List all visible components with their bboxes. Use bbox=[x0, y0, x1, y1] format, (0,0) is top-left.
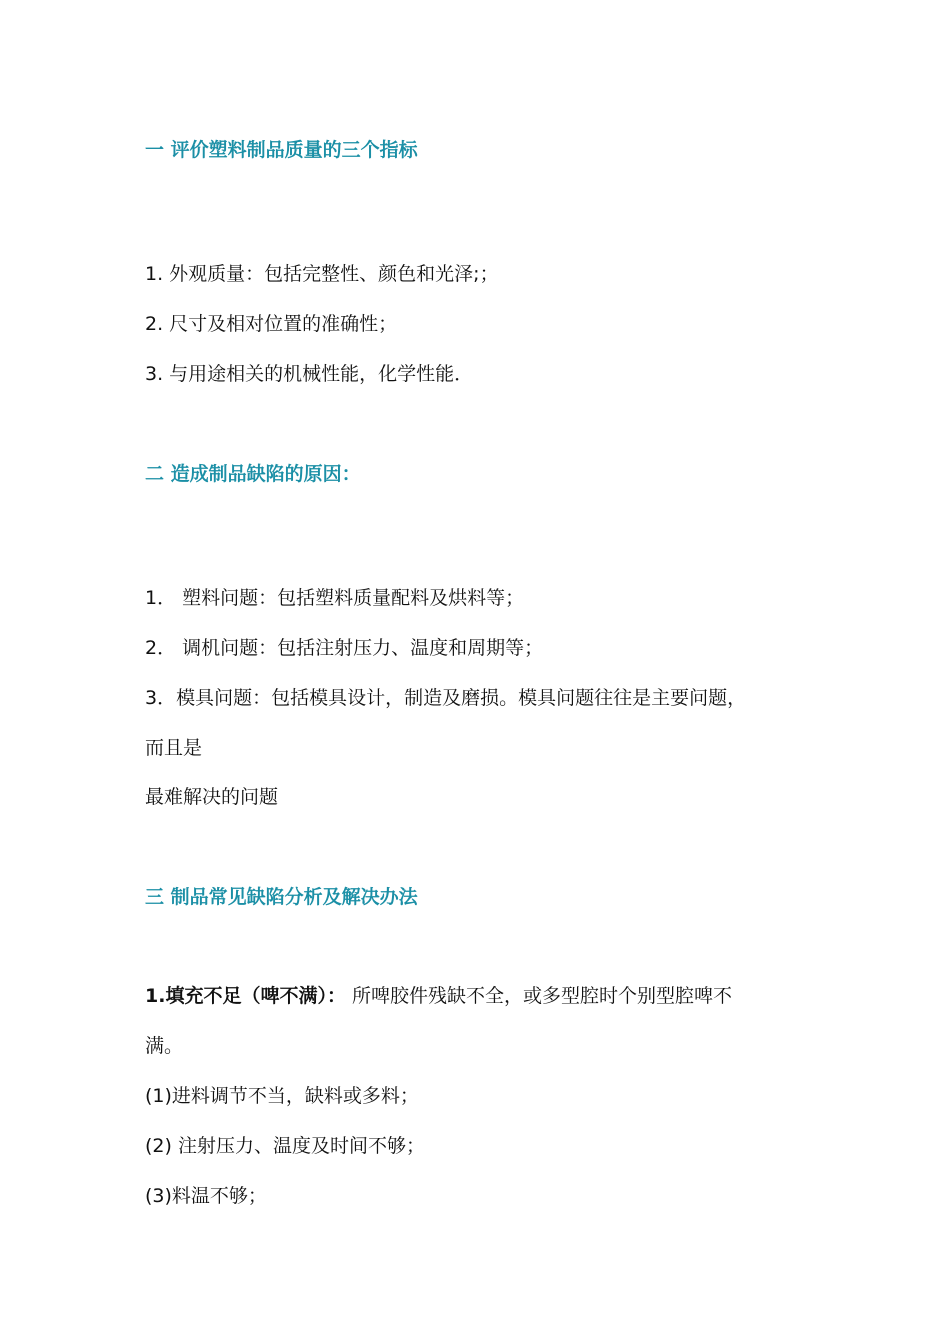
defect-1-cause-3: (3)料温不够； bbox=[145, 1185, 267, 1207]
section-2-item-3-cont-1: 而且是 bbox=[145, 737, 203, 759]
defect-1-cause-2: (2) 注射压力、温度及时间不够； bbox=[145, 1135, 425, 1157]
section-2-item-3: 3．模具问题：包括模具设计，制造及磨损。模具问题往往是主要问题， bbox=[145, 687, 747, 709]
section-2-item-1: 1． 塑料问题：包括塑料质量配料及烘料等； bbox=[145, 587, 525, 609]
defect-1-cause-1: (1)进料调节不当，缺料或多料； bbox=[145, 1085, 419, 1107]
section-2-item-2: 2． 调机问题：包括注射压力、温度和周期等； bbox=[145, 637, 544, 659]
section-2-heading: 二 造成制品缺陷的原因： bbox=[145, 463, 361, 485]
defect-1-description-cont: 满。 bbox=[145, 1035, 184, 1057]
section-1-item-2: 2. 尺寸及相对位置的准确性； bbox=[145, 313, 398, 335]
section-2-item-3-cont-2: 最难解决的问题 bbox=[145, 786, 279, 808]
section-1-item-1: 1. 外观质量：包括完整性、颜色和光泽;； bbox=[145, 263, 499, 285]
section-1-item-3: 3. 与用途相关的机械性能，化学性能． bbox=[145, 363, 474, 385]
section-1-heading: 一 评价塑料制品质量的三个指标 bbox=[145, 139, 418, 161]
section-3-heading: 三 制品常见缺陷分析及解决办法 bbox=[145, 886, 418, 908]
defect-1-paragraph bbox=[145, 983, 732, 1009]
defect-1-title: 1.填充不足（啤不满）： bbox=[145, 985, 346, 1007]
defect-1-description: 所啤胶件残缺不全，或多型腔时个别型腔啤不 bbox=[352, 985, 733, 1007]
